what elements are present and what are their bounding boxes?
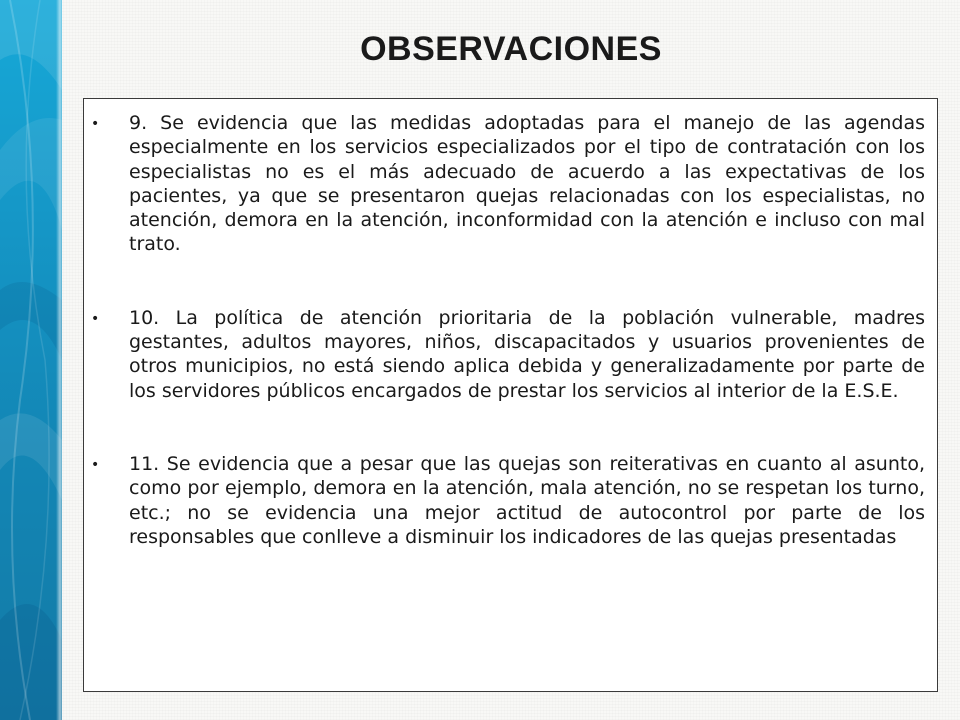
observation-text: 10. La política de atención prioritaria de la población vulnerable, madres gestantes, adultos mayores, niños, discapacitados y usuarios provenientes de otros municipios, no está siendo aplica debida y generalizadamente por parte de los servidores públicos encargados de prestar los servicios al interior de la E.S.E. xyxy=(129,306,925,402)
slide-title: OBSERVACIONES xyxy=(360,30,662,68)
list-item xyxy=(84,452,937,549)
observations-list xyxy=(84,111,937,598)
observation-text: 11. Se evidencia que a pesar que las quejas son reiterativas en cuanto al asunto, como por ejemplo, demora en la atención, mala atención, no se respetan los turno, etc.; no se evidencia una mejor actitud de autocontrol por parte de los responsables que conlleve a disminuir los indicadores de las quejas presentadas xyxy=(129,452,925,548)
content-box xyxy=(83,98,938,692)
side-band-pattern xyxy=(0,0,62,720)
bullet-icon: • xyxy=(91,456,100,473)
side-band-highlight xyxy=(56,0,62,720)
list-item xyxy=(84,111,937,257)
bullet-icon: • xyxy=(91,310,100,327)
observation-text: 9. Se evidencia que las medidas adoptadas para el manejo de las agendas especialmente en los servicios especializados por el tipo de contratación con los especialistas no es el más adecuado de acuerdo a las expectativas de los pacientes, ya que se presentaron quejas relacionadas con los especialistas, no atención, demora en la atención, inconformidad con la atención e incluso con mal trato. xyxy=(129,112,925,256)
side-decorative-band xyxy=(0,0,62,720)
list-item xyxy=(84,306,937,403)
bullet-icon: • xyxy=(91,116,100,132)
